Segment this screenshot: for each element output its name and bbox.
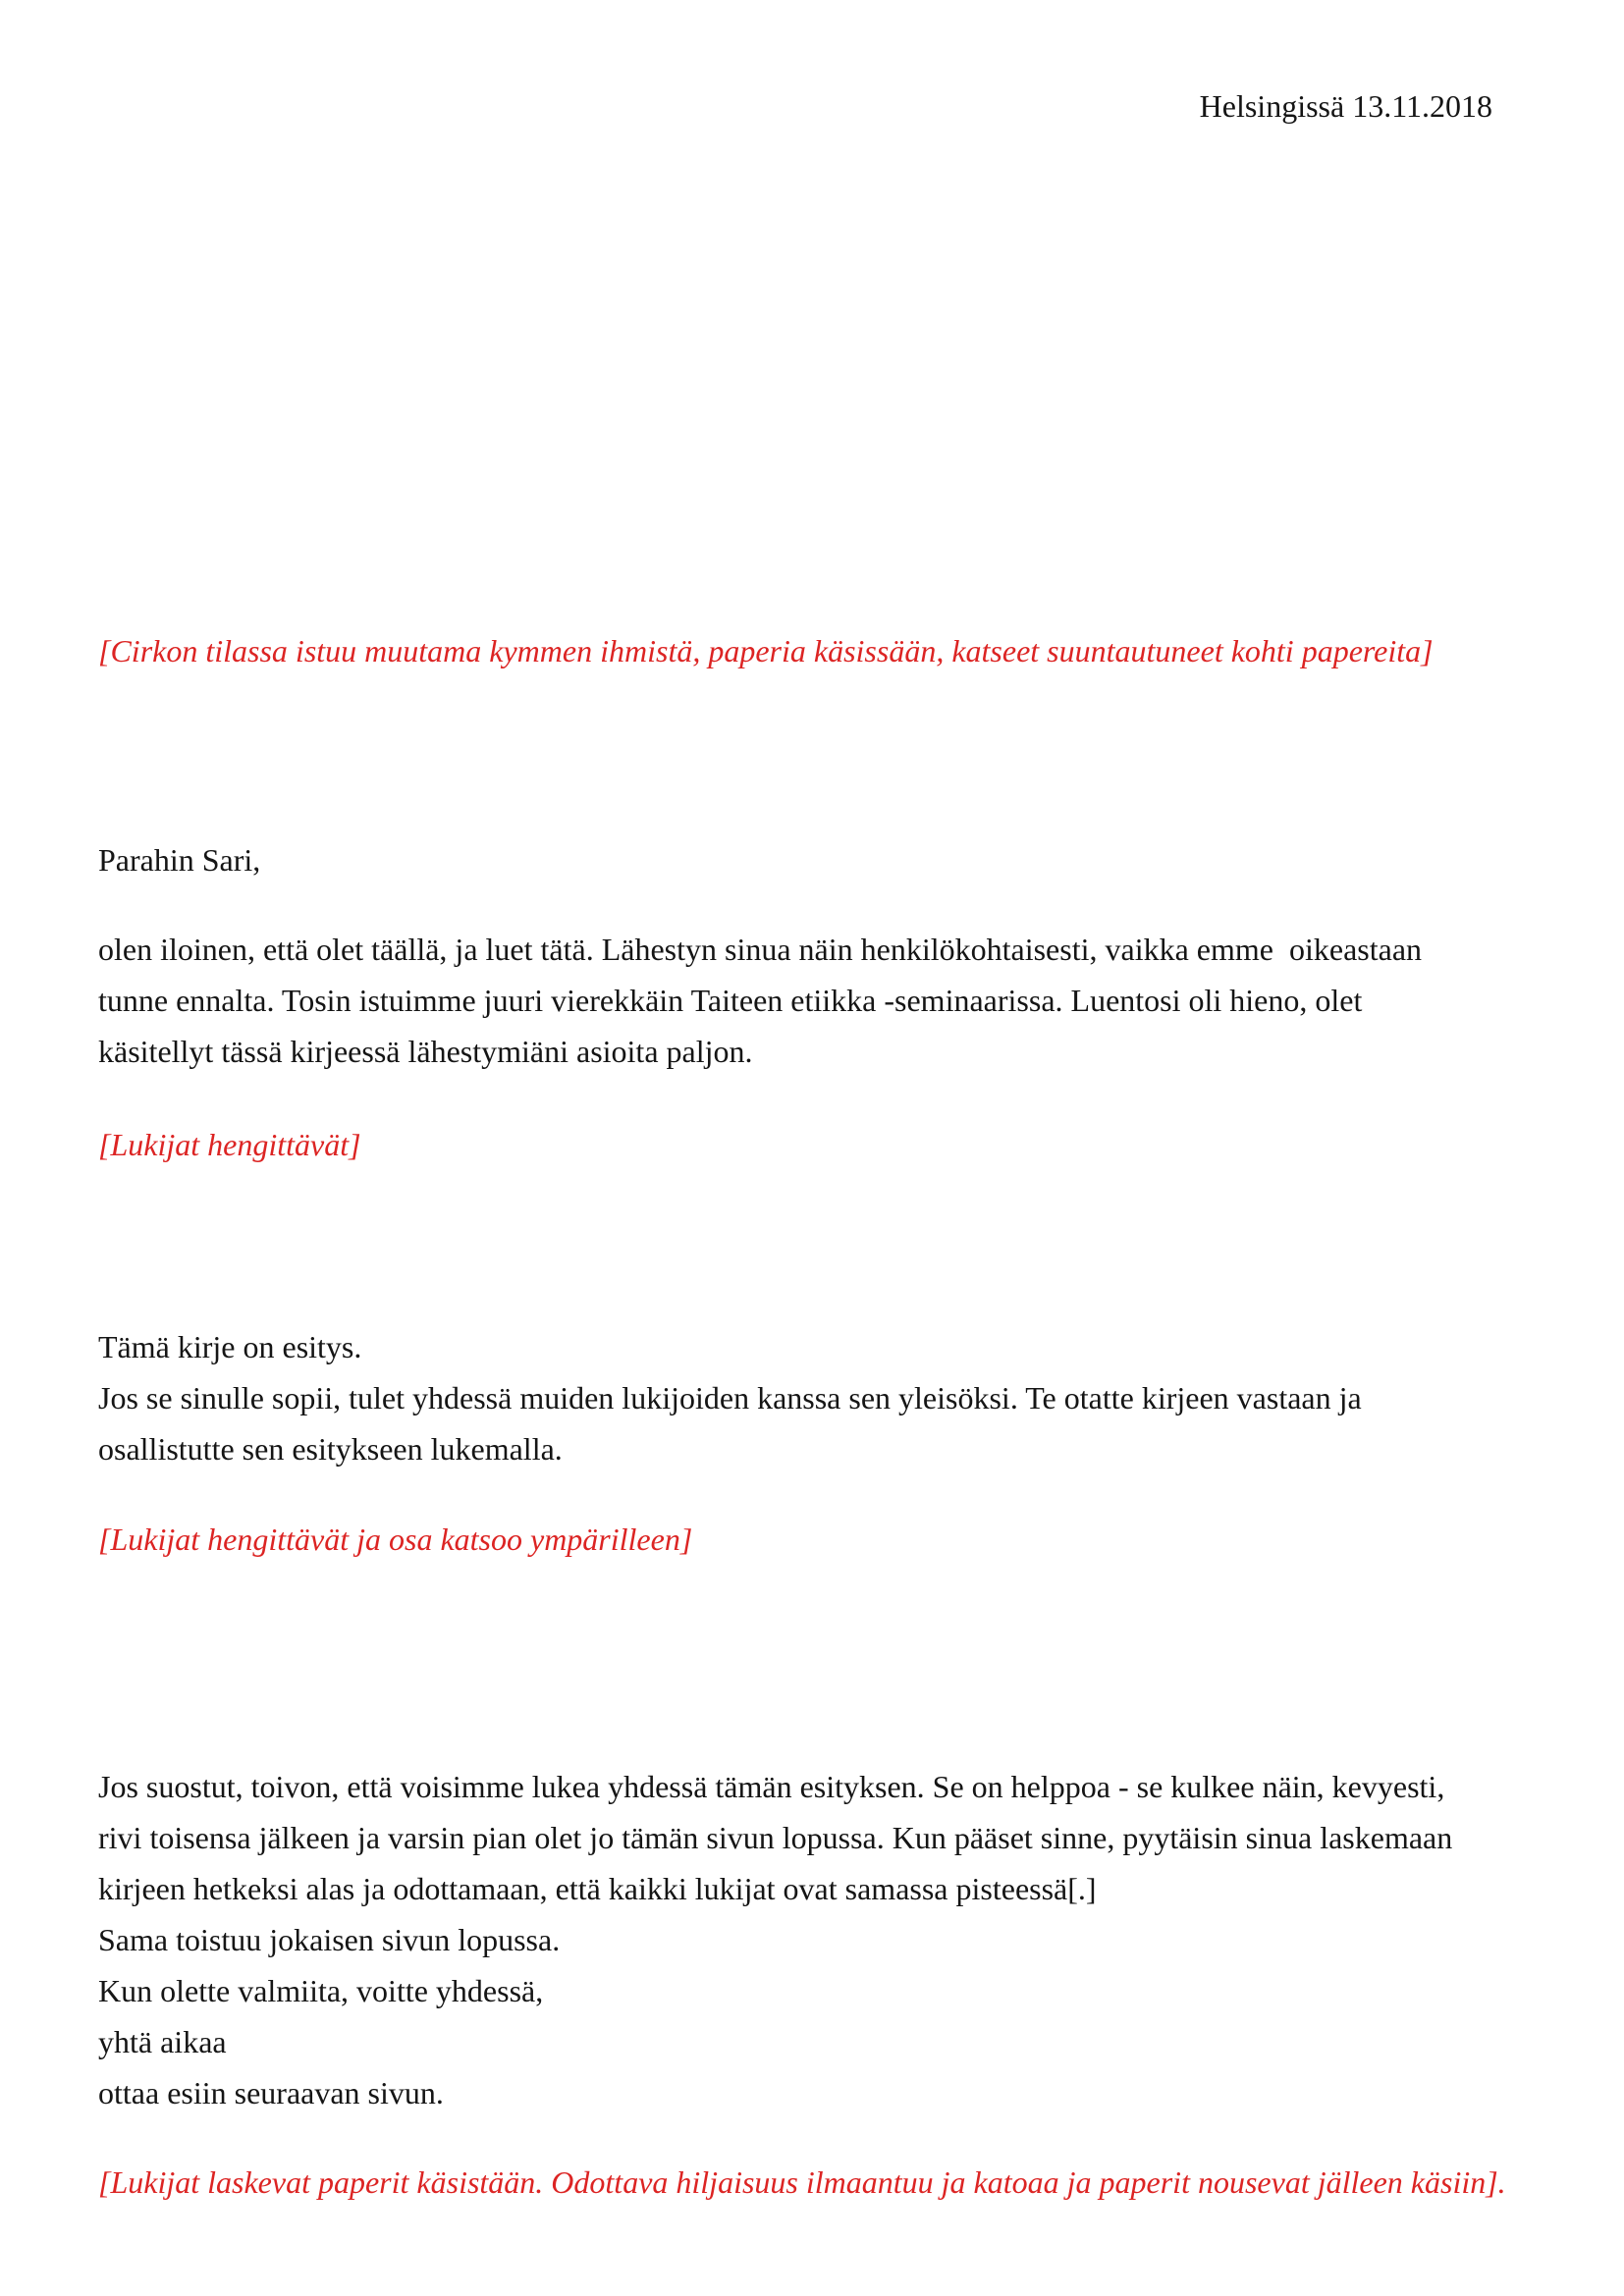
body-line: kirjeen hetkeksi alas ja odottamaan, että kaikki lukijat ovat samassa pisteessä[.] — [98, 1871, 1097, 1906]
body-line: Sama toistuu jokaisen sivun lopussa. — [98, 1922, 561, 1957]
body-line: olen iloinen, että olet täällä, ja luet tätä. Lähestyn sinua näin henkilökohtaisesti, vaikka emme oikeastaan — [98, 932, 1423, 967]
salutation: Parahin Sari, — [98, 842, 261, 878]
body-line: Kun olette valmiita, voitte yhdessä, — [98, 1973, 544, 2008]
body-line: Jos suostut, toivon, että voisimme lukea yhdessä tämän esityksen. Se on helppoa - se kulkee näin, kevyesti, — [98, 1769, 1445, 1804]
body-line: Jos se sinulle sopii, tulet yhdessä muiden lukijoiden kanssa sen yleisöksi. Te otatte kirjeen vastaan ja — [98, 1380, 1362, 1415]
stage-direction-breath-1: [Lukijat hengittävät] — [98, 1127, 361, 1162]
stage-direction-opening: [Cirkon tilassa istuu muutama kymmen ihmistä, paperia käsissään, katseet suuntautuneet kohti papereita] — [98, 633, 1434, 668]
dateline: Helsingissä 13.11.2018 — [1199, 88, 1492, 124]
paragraph-2 — [98, 1321, 1506, 1474]
body-line: yhtä aikaa — [98, 2024, 227, 2059]
body-line: rivi toisensa jälkeen ja varsin pian olet jo tämän sivun lopussa. Kun pääset sinne, pyytäisin sinua laskemaan — [98, 1820, 1453, 1855]
body-line: ottaa esiin seuraavan sivun. — [98, 2075, 444, 2110]
body-line: Tämä kirje on esitys. — [98, 1329, 362, 1364]
paragraph-1 — [98, 924, 1506, 1077]
stage-direction-closing: [Lukijat laskevat paperit käsistään. Odottava hiljaisuus ilmaantuu ja katoaa ja paperit nousevat jälleen käsiin]. — [98, 2164, 1506, 2200]
body-line: käsitellyt tässä kirjeessä lähestymiäni asioita paljon. — [98, 1034, 753, 1069]
body-line: osallistutte sen esitykseen lukemalla. — [98, 1431, 563, 1467]
paragraph-3 — [98, 1761, 1506, 2118]
body-line: tunne ennalta. Tosin istuimme juuri vierekkäin Taiteen etiikka -seminaarissa. Luentosi oli hieno, olet — [98, 983, 1363, 1018]
stage-direction-breath-2: [Lukijat hengittävät ja osa katsoo ympärilleen] — [98, 1522, 693, 1557]
